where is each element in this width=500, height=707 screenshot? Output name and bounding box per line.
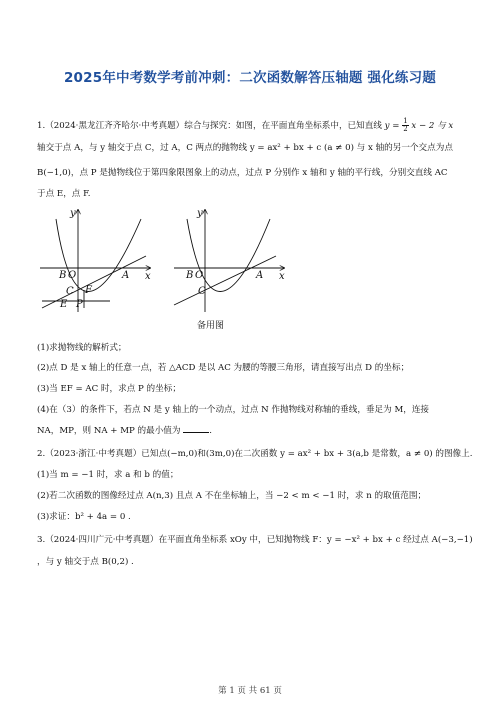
q1-line-1 <box>37 118 467 133</box>
q2-sub-2: (2)若二次函数的图像经过点 A(n,3) 且点 A 不在坐标轴上，当 −2 < m < −1 时，求 n 的取值范围； <box>37 491 427 501</box>
label-e: E <box>60 299 68 310</box>
label-a: A <box>256 270 264 281</box>
label-c: C <box>198 286 206 297</box>
q1-line-4: 于点 E，点 F. <box>37 189 91 199</box>
q2-line-1: 2.（2023·浙江·中考真题）已知点(−m,0)和(3m,0)在二次函数 y = ax² + bx + 3(a,b 是常数，a ≠ 0) 的图像上. <box>37 449 473 459</box>
label-x: x <box>279 271 285 282</box>
q1-eq-y: y = <box>384 121 400 131</box>
line-ac <box>42 256 146 308</box>
q3-line-1: 3.（2024·四川广元·中考真题）在平面直角坐标系 xOy 中，已知抛物线 F：y = −x² + bx + c 经过点 A(−3,−1) <box>37 535 473 545</box>
q2-sub-1: (1)当 m = −1 时，求 a 和 b 的值； <box>37 470 179 480</box>
page-footer: 第 1 页 共 61 页 <box>218 686 282 696</box>
q1-sub-2: (2)点 D 是 x 轴上的任意一点，若 △ACD 是以 AC 为腰的等腰三角形，请直接写出点 D 的坐标； <box>37 363 410 373</box>
q1-sub-4a: (4)在（3）的条件下，若点 N 是 y 轴上的一个动点，过点 N 作抛物线对称轴的垂线，垂足为 M，连接 <box>37 405 430 415</box>
q1-sub-3: (3)当 EF = AC 时，求点 P 的坐标； <box>37 384 181 394</box>
figure-backup-graph <box>172 204 297 312</box>
label-y: y <box>197 208 203 219</box>
q1-line-3: B(−1,0)，点 P 是抛物线位于第四象限图象上的动点，过点 P 分别作 x 轴和 y 轴的平行线，分别交直线 AC <box>37 168 448 178</box>
fraction-denominator: 2 <box>403 125 408 133</box>
q3-line-2: ，与 y 轴交于点 B(0,2) . <box>37 557 134 567</box>
fraction-numerator: 1 <box>403 117 408 125</box>
q1-line-2: 轴交于点 A，与 y 轴交于点 C，过 A，C 两点的抛物线 y = ax² + bx + c (a ≠ 0) 与 x 轴的另一个交点为点 <box>37 143 453 153</box>
q1-intro-text: 1.（2024·黑龙江齐齐哈尔·中考真题）综合与探究：如图，在平面直角坐标系中，已知直线 <box>37 121 382 131</box>
label-a: A <box>122 270 130 281</box>
q1-sub-4b: NA，MP，则 NA + MP 的最小值为 <box>37 426 181 436</box>
answer-blank <box>183 424 209 433</box>
q1-eq-rest: x − 2 与 x <box>411 121 454 131</box>
label-y: y <box>70 208 76 219</box>
label-p: P <box>76 299 83 310</box>
q1-sub-1: (1)求抛物线的解析式； <box>37 343 127 353</box>
label-f: F <box>85 285 92 296</box>
page-title: 2025年中考数学考前冲刺：二次函数解答压轴题 强化练习题 <box>63 70 437 86</box>
label-o: O <box>195 270 204 281</box>
label-b: B <box>59 270 67 281</box>
q1-sub-4b-row: NA，MP，则 NA + MP 的最小值为 . <box>37 426 212 436</box>
label-c: C <box>66 286 74 297</box>
label-x: x <box>145 271 151 282</box>
figure-main-graph <box>38 204 163 312</box>
label-o: O <box>68 270 77 281</box>
q2-sub-3: (3)求证：b² + 4a = 0 . <box>37 512 131 522</box>
figure-caption: 备用图 <box>197 321 225 331</box>
fraction-one-half <box>402 118 408 133</box>
label-b: B <box>186 270 194 281</box>
